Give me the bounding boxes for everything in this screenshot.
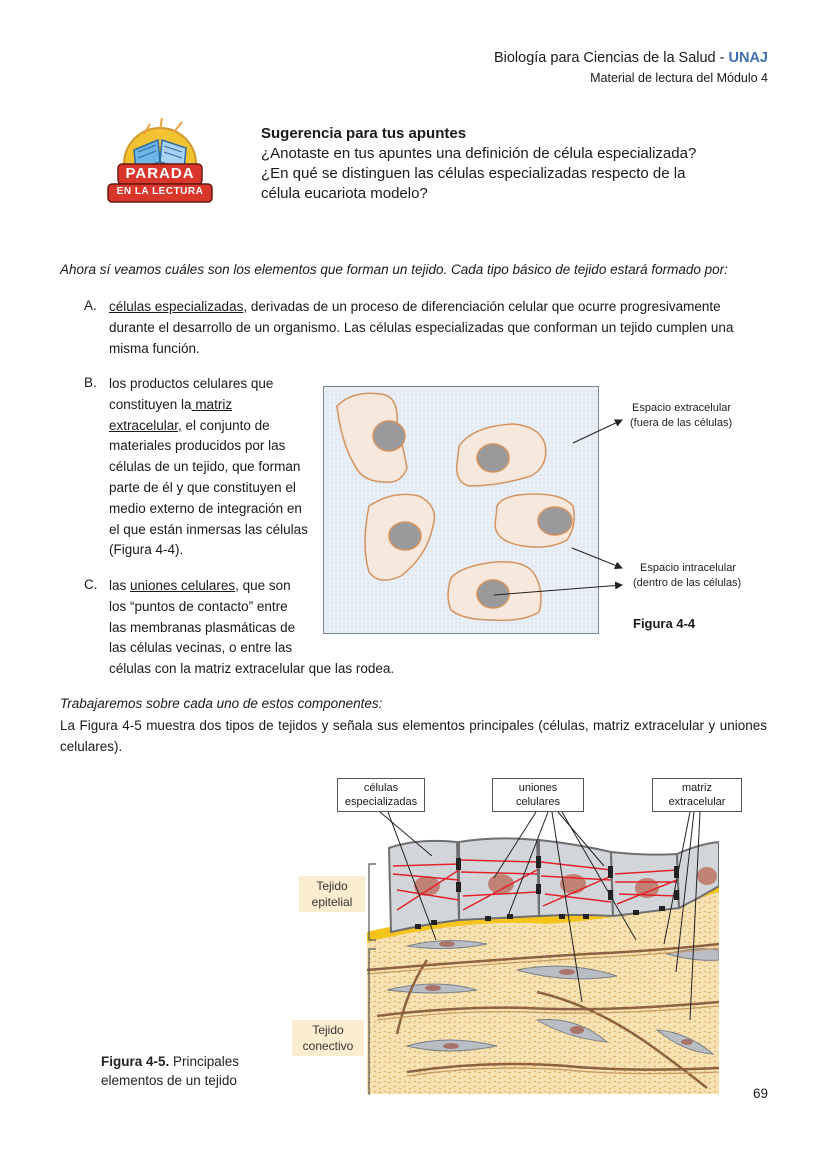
- list-item-a: células especializadas, derivadas de un proceso de diferenciación celular que ocurre progresivamente durante el desarrollo de un organismo. Las células especializadas que conforman un tejido cumplen una misma función.: [109, 299, 734, 356]
- figure-4-4-caption: Figura 4-4: [633, 616, 696, 631]
- tip-line-2: ¿En qué se distinguen las células especializadas respecto de la: [261, 165, 686, 182]
- list-item-b: los productos celulares que constituyen la matriz extracelular, el conjunto de materiales producidos por las células de un tejido, que forman parte de él y que constituyen el medio externo de integración en el que están inmersas las células (Figura 4-4).: [109, 376, 308, 558]
- header-title: Biología para Ciencias de la Salud - UNAJ: [493, 50, 768, 66]
- label-extracellular: Espacio extracelular: [632, 402, 732, 414]
- tip-line-3: célula eucariota modelo?: [261, 185, 428, 202]
- page-number: 69: [752, 1086, 768, 1101]
- term-matriz-extracelular: extracelular,: [109, 417, 182, 433]
- list-letter-a: A.: [84, 298, 97, 313]
- label-celulas-especializadas: células especializadas: [337, 778, 425, 812]
- badge-line1: PARADA: [125, 165, 195, 182]
- label-uniones-celulares: uniones celulares: [492, 778, 584, 812]
- list-item-c: las uniones celulares, que son los “puntos de contacto” entre las membranas plasmáticas de las células vecinas, o entre las células con la matriz extracelular que las rodea.: [109, 578, 395, 677]
- term-uniones-celulares: uniones celulares: [130, 578, 236, 593]
- header-accent: UNAJ: [728, 50, 768, 66]
- tip-line-1: ¿Anotaste en tus apuntes una definición de célula especializada?: [261, 145, 697, 162]
- header-subtitle: Material de lectura del Módulo 4: [590, 71, 768, 85]
- badge-line2: EN LA LECTURA: [116, 186, 204, 197]
- section-heading-italic: Trabajaremos sobre cada uno de estos componentes:: [60, 696, 383, 711]
- term-celulas-especializadas: células especializadas: [109, 299, 244, 314]
- tag-tejido-conectivo: Tejido conectivo: [292, 1020, 364, 1056]
- list-letter-b: B.: [84, 375, 97, 390]
- tag-tejido-epitelial: Tejido epitelial: [299, 876, 365, 912]
- list-letter-c: C.: [84, 577, 98, 592]
- intro-text: Ahora sí veamos cuáles son los elementos que forman un tejido. Cada tipo básico de tejido estará formado por:: [60, 262, 728, 277]
- tip-title: Sugerencia para tus apuntes: [261, 125, 467, 142]
- label-intracellular-sub: (dentro de las células): [633, 577, 742, 589]
- label-intracellular: Espacio intracelular: [640, 562, 736, 574]
- body-paragraph: La Figura 4-5 muestra dos tipos de tejidos y señala sus elementos principales (células, matriz extracelular y uniones celulares).: [60, 718, 767, 754]
- figure-4-5-caption: Figura 4-5. Principales elementos de un tejido: [101, 1054, 240, 1088]
- label-matriz-extracelular: matriz extracelular: [652, 778, 742, 812]
- label-extracellular-sub: (fuera de las células): [630, 417, 733, 429]
